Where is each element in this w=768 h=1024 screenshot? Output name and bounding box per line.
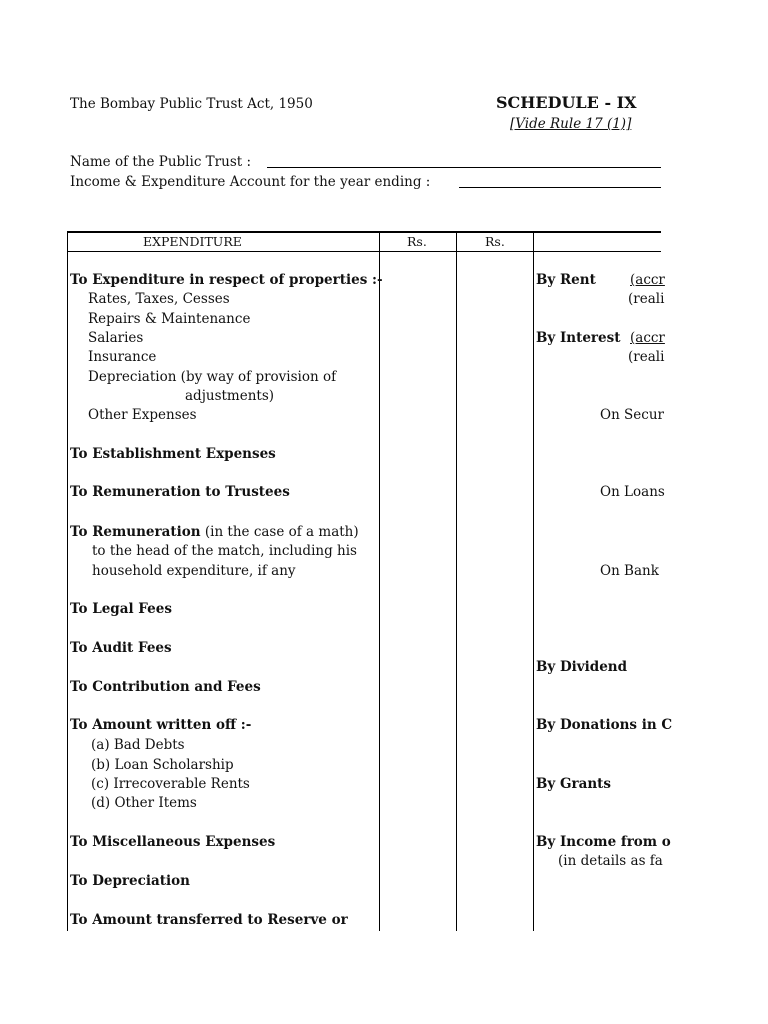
column-divider-2: [456, 231, 457, 931]
exp-rates: Rates, Taxes, Cesses: [88, 291, 230, 307]
exp-irrecoverable: (c) Irrecoverable Rents: [91, 776, 250, 792]
exp-remuneration-line-2: to the head of the match, including his: [92, 543, 357, 559]
inc-by-income-from: By Income from o: [536, 834, 671, 850]
table-top-border: [67, 231, 661, 233]
table-left-border: [67, 231, 68, 931]
inc-details: (in details as fa: [558, 853, 663, 869]
column-divider-1: [379, 231, 380, 931]
exp-properties: To Expenditure in respect of properties :-: [70, 272, 383, 288]
account-label: Income & Expenditure Account for the year ending :: [70, 174, 431, 190]
year-ending-field[interactable]: [459, 187, 661, 188]
exp-remuneration-bold: To Remuneration: [70, 524, 201, 540]
inc-rent-accrued: (accr: [630, 272, 665, 288]
exp-remuneration-math: [70, 524, 359, 540]
exp-remuneration-rest: (in the case of a math): [200, 524, 359, 540]
exp-legal-fees: To Legal Fees: [70, 601, 172, 617]
exp-loan-scholarship: (b) Loan Scholarship: [91, 757, 234, 773]
inc-rent-realised: (reali: [628, 291, 665, 307]
exp-misc: To Miscellaneous Expenses: [70, 834, 276, 850]
inc-on-securities: On Secur: [600, 407, 664, 423]
inc-by-interest: By Interest: [536, 330, 621, 346]
exp-reserve: To Amount transferred to Reserve or: [70, 912, 348, 928]
exp-establishment: To Establishment Expenses: [70, 446, 276, 462]
rs-header-2: Rs.: [485, 234, 505, 249]
schedule-title: SCHEDULE - IX: [496, 93, 637, 112]
inc-interest-accrued: (accr: [630, 330, 665, 346]
trust-name-label: Name of the Public Trust :: [70, 154, 252, 170]
exp-salaries: Salaries: [88, 330, 144, 346]
rs-header-1: Rs.: [407, 234, 427, 249]
vide-rule: [Vide Rule 17 (1)]: [510, 116, 632, 132]
exp-remuneration-line-3: household expenditure, if any: [92, 563, 296, 579]
inc-by-donations: By Donations in C: [536, 717, 673, 733]
exp-written-off: To Amount written off :-: [70, 717, 252, 733]
column-divider-3: [533, 231, 534, 931]
act-title: The Bombay Public Trust Act, 1950: [70, 96, 313, 112]
exp-contribution: To Contribution and Fees: [70, 679, 261, 695]
trust-name-field[interactable]: [267, 167, 661, 168]
inc-by-grants: By Grants: [536, 776, 611, 792]
expenditure-header: EXPENDITURE: [143, 234, 242, 249]
exp-other-items: (d) Other Items: [91, 795, 197, 811]
inc-interest-realised: (reali: [628, 349, 665, 365]
table-header-border: [67, 251, 661, 252]
exp-depreciation: To Depreciation: [70, 873, 190, 889]
exp-depreciation-line-1: Depreciation (by way of provision of: [88, 369, 337, 385]
inc-by-rent: By Rent: [536, 272, 596, 288]
exp-audit-fees: To Audit Fees: [70, 640, 172, 656]
exp-repairs: Repairs & Maintenance: [88, 311, 251, 327]
exp-remuneration-trustees: To Remuneration to Trustees: [70, 484, 290, 500]
inc-on-bank: On Bank: [600, 563, 659, 579]
exp-bad-debts: (a) Bad Debts: [91, 737, 185, 753]
exp-insurance: Insurance: [88, 349, 157, 365]
inc-by-dividend: By Dividend: [536, 659, 628, 675]
exp-other-expenses: Other Expenses: [88, 407, 197, 423]
inc-on-loans: On Loans: [600, 484, 665, 500]
exp-depreciation-line-2: adjustments): [185, 388, 275, 404]
